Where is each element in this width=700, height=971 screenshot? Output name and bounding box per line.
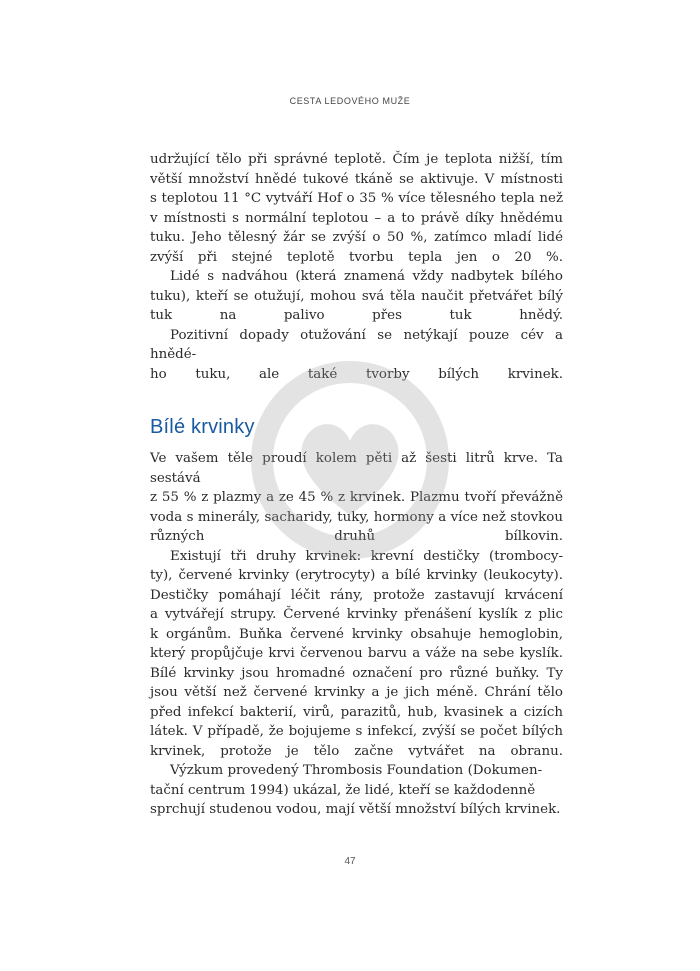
paragraph xyxy=(150,547,563,762)
text-line: tační centrum 1994) ukázal, že lidé, kteří se každodenně xyxy=(150,782,536,798)
text-line: Bílé krvinky jsou hromadné označení pro různé buňky. Ty xyxy=(150,665,563,681)
text-line: jsou větší než červené krvinky a je jich méně. Chrání tělo xyxy=(150,685,563,700)
text-line: větší množství hnědé tukové tkáně se aktivuje. V místnosti xyxy=(150,171,563,187)
text-line: sprchují studenou vodou, mají větší množství bílých krvinek. xyxy=(150,802,561,817)
text-line: látek. V případě, že bojujeme s infekcí, zvýší se počet bílých xyxy=(150,724,563,739)
text-line: Ve vašem těle proudí kolem pěti až šesti litrů krve. Ta sestává xyxy=(150,451,563,486)
text-line: před infekcí bakterií, virů, parazitů, hub, kvasinek a cizích xyxy=(150,704,563,720)
running-head: CESTA LEDOVÉHO MUŽE xyxy=(289,96,411,106)
text-line: tuku. Jeho tělesný žár se zvýší o 50 %, zatímco mladí lidé xyxy=(150,230,563,245)
paragraph xyxy=(150,326,563,385)
text-line: Pozitivní dopady otužování se netýkají pouze cév a hnědé- xyxy=(150,327,563,362)
text-line: který propůjčuje krvi červenou barvu a váže na sebe kyslík. xyxy=(150,646,563,661)
text-line: různých druhů bílkovin. xyxy=(150,529,563,544)
text-line: zvýší při stejné teplotě tvorbu tepla jen o 20 %. xyxy=(150,249,563,265)
text-line: udržující tělo při správné teplotě. Čím je teplota nižší, tím xyxy=(150,152,563,167)
text-line: v místnosti s normální teplotou – a to právě díky hnědému xyxy=(150,210,563,226)
text-line: tuk na palivo přes tuk hnědý. xyxy=(150,308,563,323)
paragraph xyxy=(150,449,563,547)
section-heading: Bílé krvinky xyxy=(150,416,255,438)
text-line: s teplotou 11 °C vytváří Hof o 35 % více tělesného tepla než xyxy=(150,191,563,206)
paragraph xyxy=(150,761,563,820)
text-line: Výzkum provedený Thrombosis Foundation (Dokumen- xyxy=(170,763,543,778)
page-number: 47 xyxy=(344,856,356,867)
section-bile-krvinky xyxy=(150,449,563,820)
text-line: k orgánům. Buňka červené krvinky obsahuje hemoglobin, xyxy=(150,626,563,642)
text-line: krvinek, protože je tělo začne vytvářet na obranu. xyxy=(150,743,563,759)
text-line: Existují tři druhy krvinek: krevní destičky (trombocy- xyxy=(170,548,563,564)
text-line: a vytvářejí strupy. Červené krvinky přenášení kyslík z plic xyxy=(150,607,563,622)
paragraph xyxy=(150,267,563,326)
page-content xyxy=(150,150,563,820)
section-top xyxy=(150,150,563,384)
text-line: ho tuku, ale také tvorby bílých krvinek. xyxy=(150,366,563,382)
text-line: tuku), kteří se otužují, mohou svá těla naučit přetvářet bílý xyxy=(150,288,563,304)
text-line: Lidé s nadváhou (která znamená vždy nadbytek bílého xyxy=(170,269,563,284)
text-line: voda s minerály, sacharidy, tuky, hormony a více než stovkou xyxy=(150,509,563,525)
paragraph xyxy=(150,150,563,267)
text-line: ty), červené krvinky (erytrocyty) a bílé krvinky (leukocyty). xyxy=(150,568,563,583)
text-line: z 55 % z plazmy a ze 45 % z krvinek. Plazmu tvoří převážně xyxy=(150,490,563,505)
text-line: Destičky pomáhají léčit rány, protože zastavují krvácení xyxy=(150,587,563,603)
